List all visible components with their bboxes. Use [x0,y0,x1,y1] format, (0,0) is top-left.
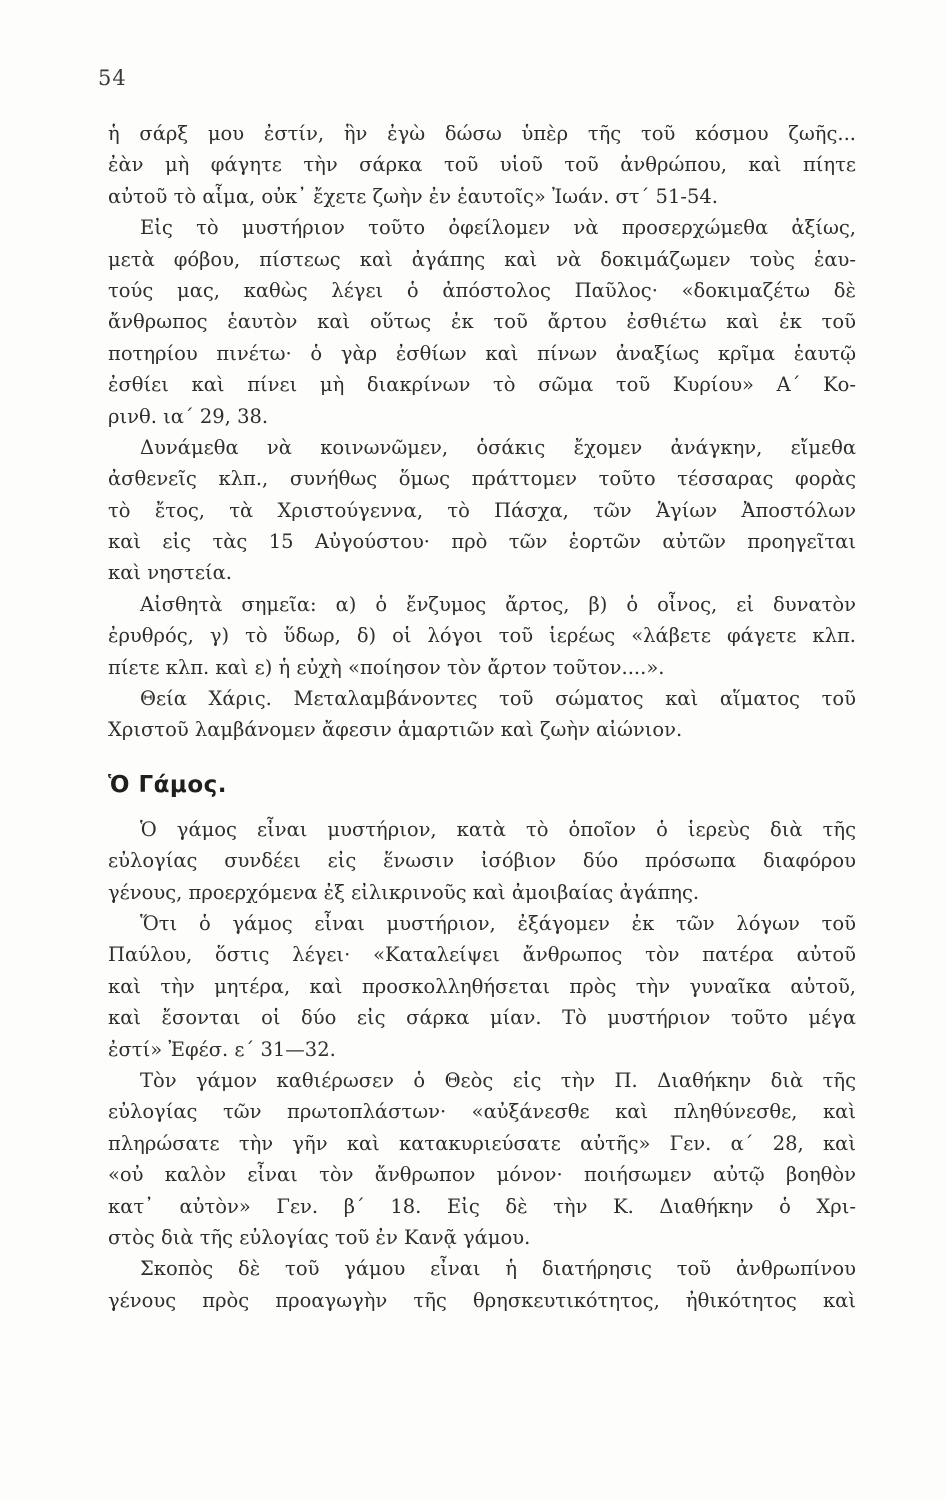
main-text [108,118,856,1316]
section-heading-marriage: Ὁ Γάμος. [108,771,228,798]
text-line: ρινθ. ια´ 29, 38. [108,404,269,428]
paragraph-marriage-purpose [108,1253,856,1316]
text-line: κατ᾽ αὐτὸν» Γεν. β´ 18. Εἰς δὲ τὴν Κ. Διαθήκην ὁ Χρι- [108,1194,856,1218]
text-line: Παύλου, ὅστις λέγει· «Καταλείψει ἄνθρωπος τὸν πατέρα αὐτοῦ [108,943,856,967]
text-line: Χριστοῦ λαμβάνομεν ἄφεσιν ἁμαρτιῶν καὶ ζωὴν αἰώνιον. [108,718,683,742]
text-line: τὸ ἔτος, τὰ Χριστούγεννα, τὸ Πάσχα, τῶν Ἁγίων Ἀποστόλων [108,498,856,522]
text-line: Σκοπὸς δὲ τοῦ γάμου εἶναι ἡ διατήρησις τοῦ ἀνθρωπίνου [140,1257,856,1281]
text-line: πληρώσατε τὴν γῆν καὶ κατακυριεύσατε αὐτῆς» Γεν. α´ 28, καὶ [108,1131,856,1155]
text-line: καὶ τὴν μητέρα, καὶ προσκολληθήσεται πρὸς τὴν γυναῖκα αὐτοῦ, [108,974,856,998]
paragraph-marriage-mystery [108,908,856,1065]
paragraph-communion-quote-end [108,118,856,212]
text-line: Δυνάμεθα νὰ κοινωνῶμεν, ὁσάκις ἔχομεν ἀνάγκην, εἴμεθα [140,435,856,459]
text-line: ἐρυθρός, γ) τὸ ὕδωρ, δ) οἱ λόγοι τοῦ ἱερέως «λάβετε φάγετε κλπ. [108,624,856,648]
text-line: ἄνθρωπος ἑαυτὸν καὶ οὕτως ἐκ τοῦ ἄρτου ἐσθιέτω καὶ ἐκ τοῦ [108,310,856,334]
text-line: ἐσθίει καὶ πίνει μὴ διακρίνων τὸ σῶμα τοῦ Κυρίου» Α´ Κο- [108,373,856,397]
paragraph-grace [108,683,856,746]
text-line: ποτηρίου πινέτω· ὁ γὰρ ἐσθίων καὶ πίνων ἀναξίως κρῖμα ἑαυτῷ [108,341,856,365]
text-line: καὶ νηστεία. [108,561,232,585]
text-line: Εἰς τὸ μυστήριον τοῦτο ὀφείλομεν νὰ προσερχώμεθα ἀξίως, [140,216,856,240]
paragraph-worthiness [108,212,856,432]
text-line: μετὰ φόβου, πίστεως καὶ ἀγάπης καὶ νὰ δοκιμάζωμεν τοὺς ἑαυ- [108,247,856,271]
text-line: Τὸν γάμον καθιέρωσεν ὁ Θεὸς εἰς τὴν Π. Διαθήκην διὰ τῆς [140,1068,856,1092]
text-line: Θεία Χάρις. Μεταλαμβάνοντες τοῦ σώματος καὶ αἵματος τοῦ [140,687,856,711]
text-line: εὐλογίας τῶν πρωτοπλάστων· «αὐξάνεσθε καὶ πληθύνεσθε, καὶ [108,1100,856,1124]
text-line: ἀσθενεῖς κλπ., συνήθως ὅμως πράττομεν τοῦτο τέσσαρας φορὰς [108,467,856,491]
text-line: Αἰσθητὰ σημεῖα: α) ὁ ἔνζυμος ἄρτος, β) ὁ οἶνος, εἰ δυνατὸν [140,592,856,616]
text-line: «οὐ καλὸν εἶναι τὸν ἄνθρωπον μόνον· ποιήσωμεν αὐτῷ βοηθὸν [108,1163,856,1187]
text-line: καὶ εἰς τὰς 15 Αὐγούστου· πρὸ τῶν ἑορτῶν αὐτῶν προηγεῖται [108,530,856,554]
paragraph-signs [108,589,856,683]
text-line: γένους, προερχόμενα ἐξ εἰλικρινοῦς καὶ ἀμοιβαίας ἀγάπης. [108,880,700,904]
text-line: στὸς διὰ τῆς εὐλογίας τοῦ ἐν Κανᾷ γάμου. [108,1225,531,1249]
text-line: καὶ ἔσονται οἱ δύο εἰς σάρκα μίαν. Τὸ μυστήριον τοῦτο μέγα [108,1006,856,1030]
text-line: Ὁ γάμος εἶναι μυστήριον, κατὰ τὸ ὁποῖον ὁ ἱερεὺς διὰ τῆς [140,817,856,841]
text-line: Ὅτι ὁ γάμος εἶναι μυστήριον, ἐξάγομεν ἐκ τῶν λόγων τοῦ [140,911,856,935]
text-line: τούς μας, καθὼς λέγει ὁ ἀπόστολος Παῦλος· «δοκιμαζέτω δὲ [108,278,856,302]
text-line: πίετε κλπ. καὶ ε) ἡ εὐχὴ «ποίησον τὸν ἄρτον τοῦτον....». [108,655,665,679]
paragraph-frequency [108,432,856,589]
text-line: ἡ σάρξ μου ἐστίν, ἣν ἐγὼ δώσω ὑπὲρ τῆς τοῦ κόσμου ζωῆς... [108,122,856,145]
paragraph-marriage-definition [108,814,856,908]
text-line: ἐστί» Ἐφέσ. ε´ 31—32. [108,1037,336,1061]
text-line: εὐλογίας συνδέει εἰς ἕνωσιν ἰσόβιον δύο πρόσωπα διαφόρου [108,849,856,873]
text-line: αὐτοῦ τὸ αἷμα, οὐκ᾽ ἔχετε ζωὴν ἐν ἑαυτοῖς» Ἰωάν. στ´ 51-54. [108,184,718,208]
text-line: γένους πρὸς προαγωγὴν τῆς θρησκευτικότητος, ἠθικότητος καὶ [108,1288,856,1312]
page-number: 54 [98,66,127,90]
paragraph-marriage-institution [108,1065,856,1253]
text-line: ἐὰν μὴ φάγητε τὴν σάρκα τοῦ υἱοῦ τοῦ ἀνθρώπου, καὶ πίητε [108,153,856,177]
